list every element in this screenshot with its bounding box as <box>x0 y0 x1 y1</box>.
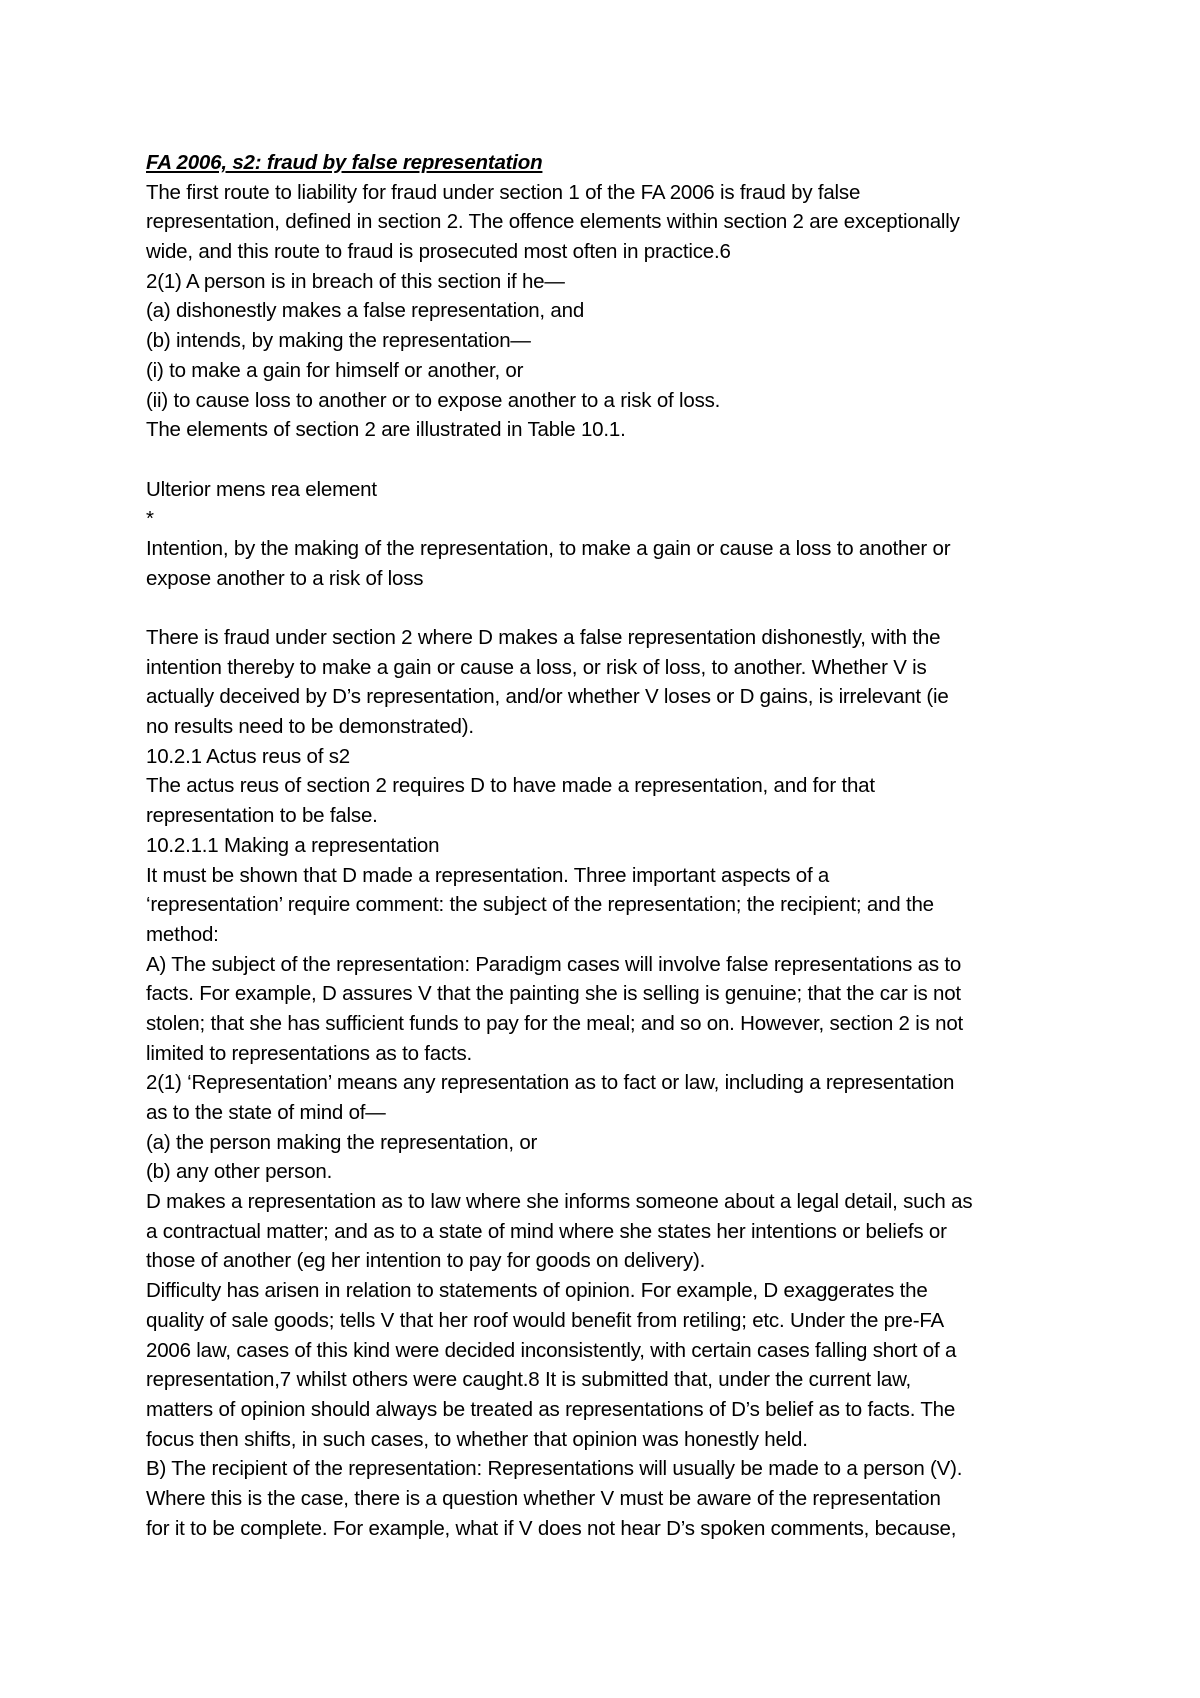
text-line: matters of opinion should always be treated as representations of D’s belief as to facts. The <box>146 1397 956 1421</box>
text-line: representation, defined in section 2. The offence elements within section 2 are exceptionally <box>146 210 960 234</box>
blank-line <box>146 445 1086 475</box>
text-line: those of another (eg her intention to pay for goods on delivery). <box>146 1249 706 1273</box>
text-line: The first route to liability for fraud under section 1 of the FA 2006 is fraud by false <box>146 180 861 204</box>
blank-line <box>146 593 1086 623</box>
text-line: (a) dishonestly makes a false representation, and <box>146 299 585 323</box>
text-line: actually deceived by D’s representation, and/or whether V loses or D gains, is irrelevant (ie <box>146 685 949 709</box>
text-line: (i) to make a gain for himself or another, or <box>146 358 524 382</box>
section-heading: FA 2006, s2: fraud by false representation <box>146 151 543 174</box>
text-line: The actus reus of section 2 requires D to have made a representation, and for that <box>146 774 875 798</box>
text-line: D makes a representation as to law where she informs someone about a legal detail, such as <box>146 1190 973 1214</box>
text-line: wide, and this route to fraud is prosecuted most often in practice.6 <box>146 240 731 264</box>
text-line: no results need to be demonstrated). <box>146 715 474 739</box>
text-line: (ii) to cause loss to another or to expose another to a risk of loss. <box>146 388 721 412</box>
text-line: (a) the person making the representation, or <box>146 1130 538 1154</box>
text-line: Intention, by the making of the representation, to make a gain or cause a loss to another or <box>146 536 951 560</box>
text-line: representation,7 whilst others were caught.8 It is submitted that, under the current law, <box>146 1368 912 1392</box>
text-line: for it to be complete. For example, what if V does not hear D’s spoken comments, because, <box>146 1516 957 1540</box>
text-line: focus then shifts, in such cases, to whether that opinion was honestly held. <box>146 1427 808 1451</box>
text-line: intention thereby to make a gain or cause a loss, or risk of loss, to another. Whether V is <box>146 655 927 679</box>
text-line: limited to representations as to facts. <box>146 1041 473 1065</box>
text-line: 10.2.1 Actus reus of s2 <box>146 744 350 768</box>
text-line: (b) intends, by making the representation— <box>146 329 531 353</box>
text-line: representation to be false. <box>146 804 378 828</box>
text-line: 2(1) ‘Representation’ means any representation as to fact or law, including a representation <box>146 1071 955 1095</box>
text-line: facts. For example, D assures V that the painting she is selling is genuine; that the car is not <box>146 982 961 1006</box>
text-line: A) The subject of the representation: Paradigm cases will involve false representations as to <box>146 952 962 976</box>
text-line: ‘representation’ require comment: the subject of the representation; the recipient; and the <box>146 893 934 917</box>
body-text <box>146 178 1086 1544</box>
text-line: It must be shown that D made a representation. Three important aspects of a <box>146 863 830 887</box>
text-line: 2(1) A person is in breach of this section if he— <box>146 269 565 293</box>
text-line: * <box>146 507 154 531</box>
text-line: expose another to a risk of loss <box>146 566 424 590</box>
text-line: 10.2.1.1 Making a representation <box>146 833 440 857</box>
text-line: 2006 law, cases of this kind were decided inconsistently, with certain cases falling short of a <box>146 1338 957 1362</box>
text-line: method: <box>146 922 219 946</box>
text-line: stolen; that she has sufficient funds to pay for the meal; and so on. However, section 2 is not <box>146 1011 964 1035</box>
text-line: Where this is the case, there is a question whether V must be aware of the representation <box>146 1486 941 1510</box>
text-line: B) The recipient of the representation: Representations will usually be made to a person (V). <box>146 1457 963 1481</box>
text-line: There is fraud under section 2 where D makes a false representation dishonestly, with the <box>146 626 941 649</box>
text-line: The elements of section 2 are illustrated in Table 10.1. <box>146 418 626 442</box>
text-line: Ulterior mens rea element <box>146 477 377 501</box>
text-line: Difficulty has arisen in relation to statements of opinion. For example, D exaggerates the <box>146 1279 928 1303</box>
document-body <box>146 148 1086 1543</box>
text-line: quality of sale goods; tells V that her roof would benefit from retiling; etc. Under the pre-FA <box>146 1308 945 1332</box>
text-line: (b) any other person. <box>146 1160 333 1184</box>
text-line: as to the state of mind of— <box>146 1101 386 1124</box>
text-line: a contractual matter; and as to a state of mind where she states her intentions or beliefs or <box>146 1219 947 1243</box>
